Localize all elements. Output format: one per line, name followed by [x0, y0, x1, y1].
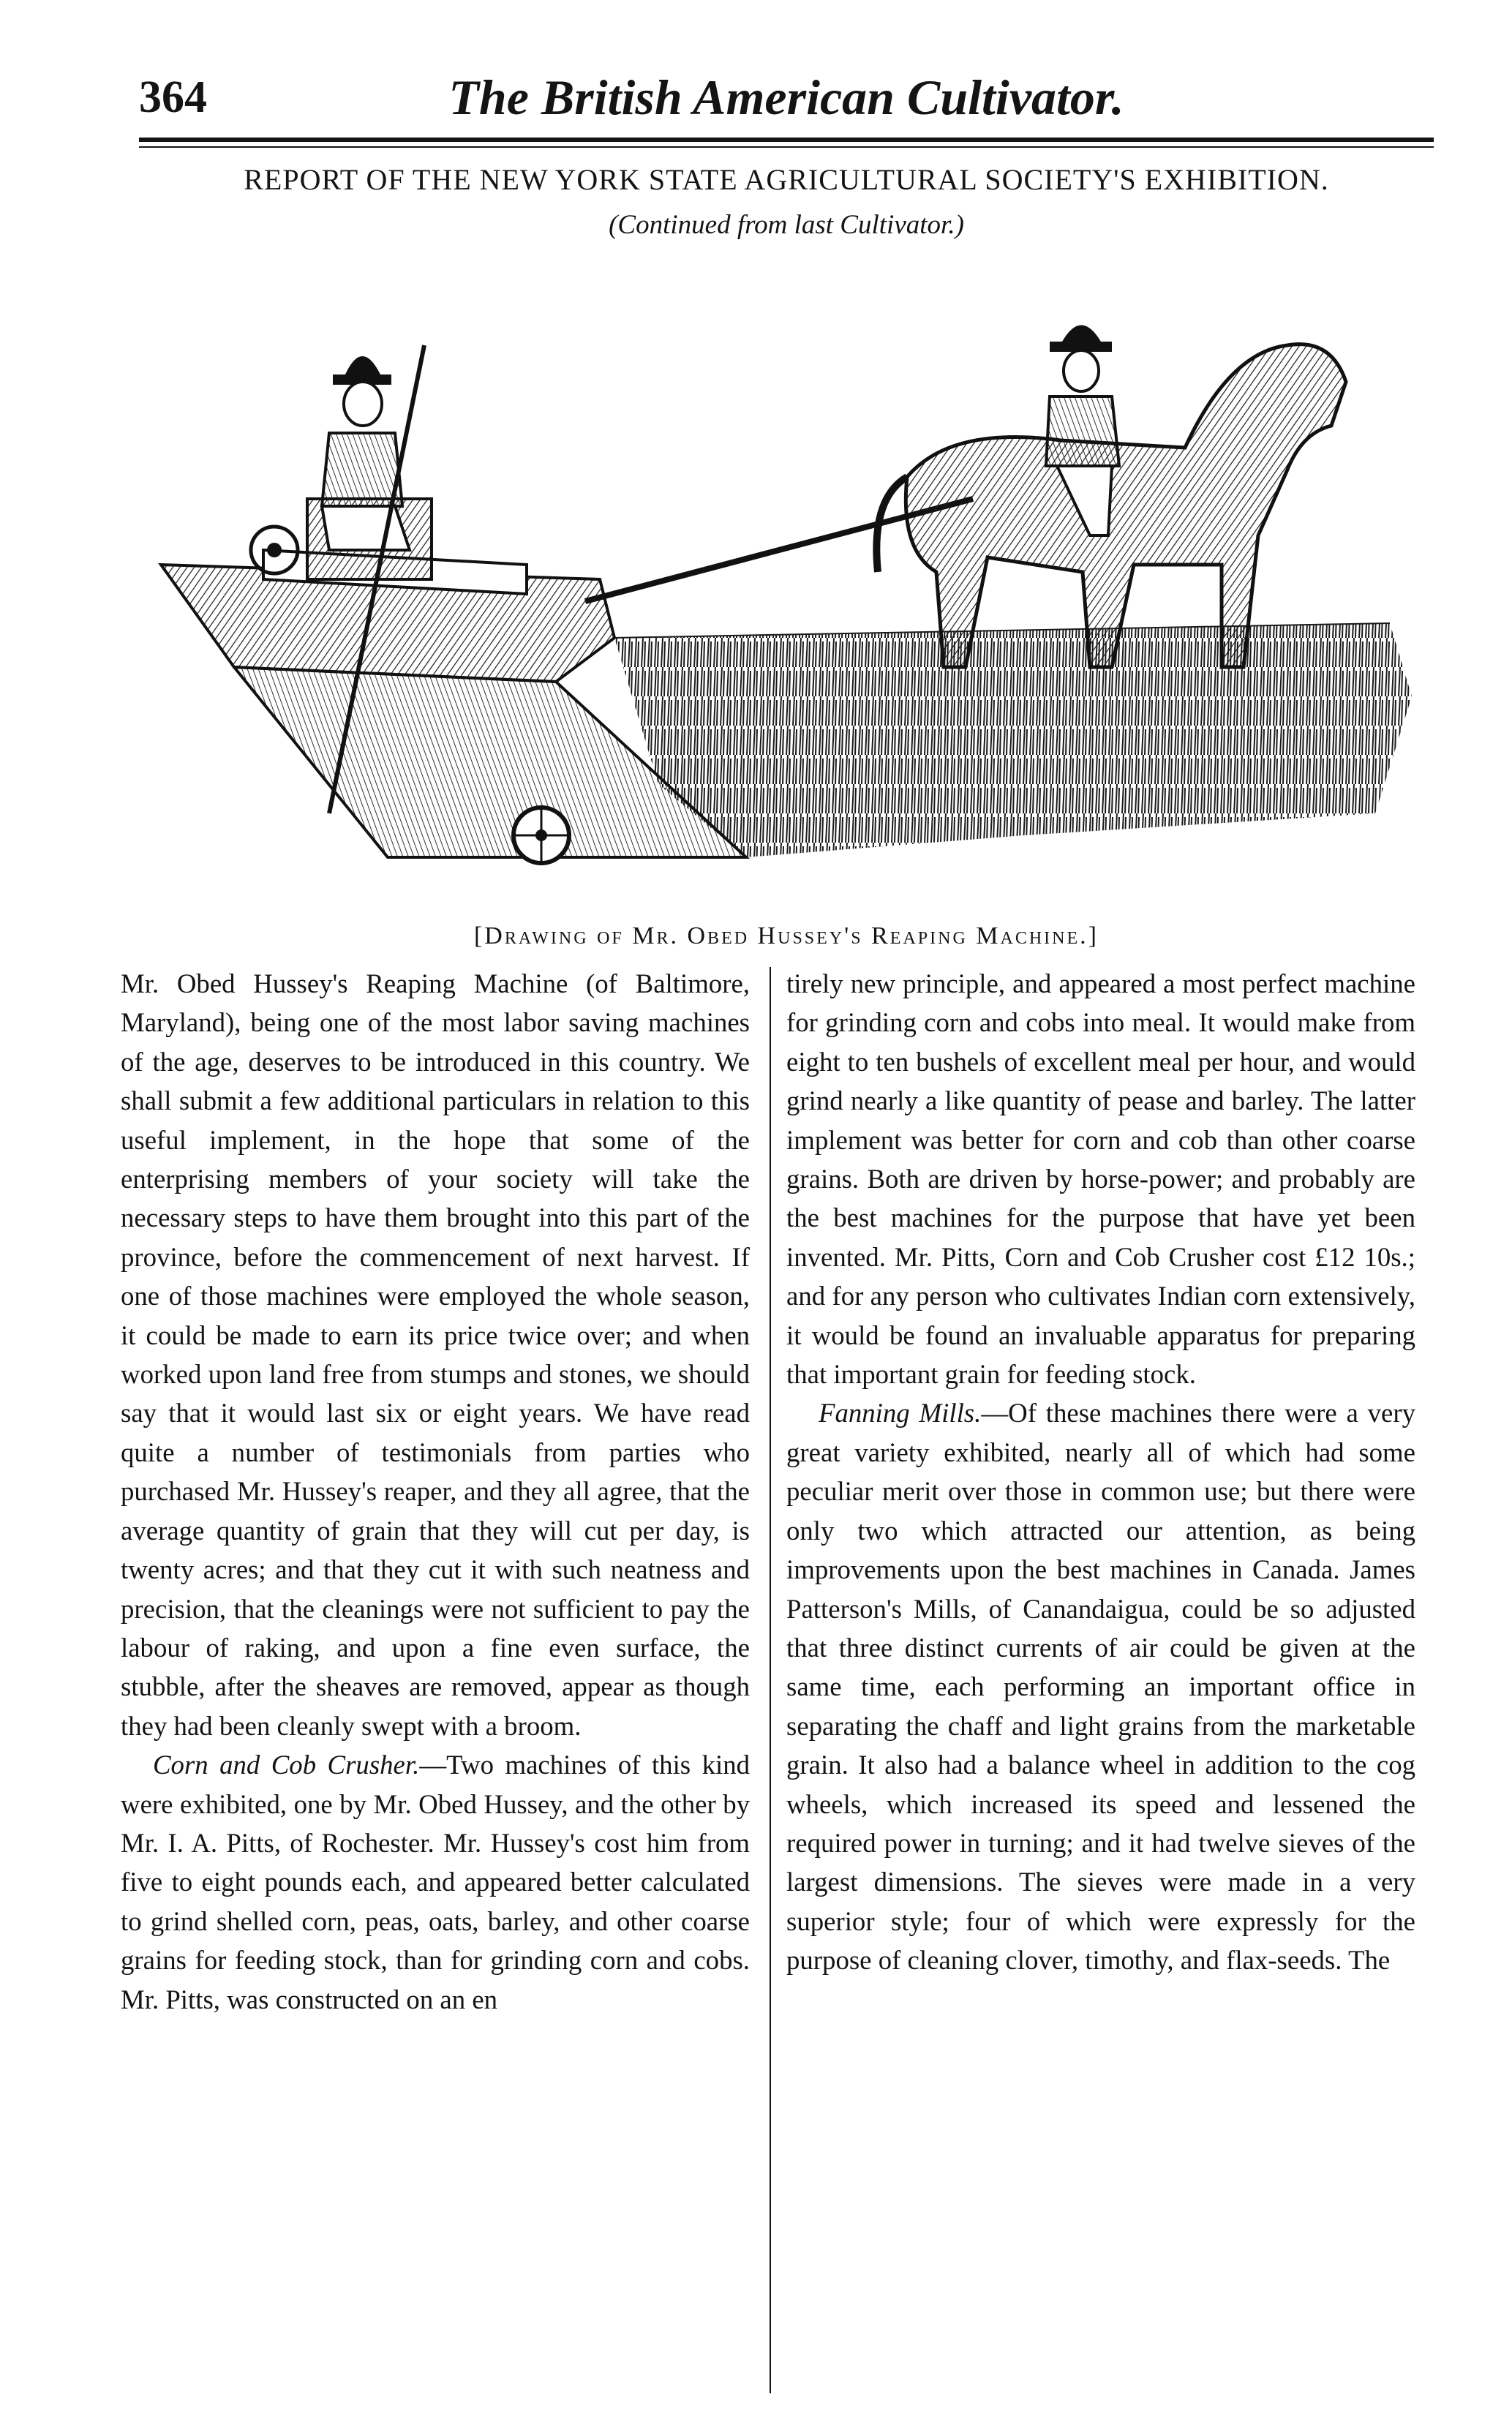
reaper-wheel — [514, 808, 569, 863]
corn-cob-crusher-paragraph — [121, 1745, 750, 2019]
figure-caption: [Drawing of Mr. Obed Hussey's Reaping Machine.] — [473, 922, 1099, 949]
running-title: The British American Cultivator. — [448, 69, 1124, 125]
corn-cob-crusher-heading: Corn and Cob Crusher. — [153, 1750, 420, 1780]
fanning-mills-text: —Of these machines there were a very great variety exhibited, nearly all of which had some peculiar merit over those in common use; but there were only two which attracted our attention, as being improvements upon the best machines in Canada. James Patterson's Mills, of Canandaigua, could be so adjusted that three distinct currents of air could be given at the same time, each performing an important office in separating the chaff and light grains from the marketable grain. It also had a balance wheel in addition to the cog wheels, which increased its speed and lessened the required power in turning; and it had twelve sieves of the largest dimensions. The sieves were made in a very superior style; four of which were expressly for the purpose of cleaning clover, timothy, and flax-seeds. The — [786, 1398, 1415, 1976]
horse-figure — [876, 345, 1346, 667]
corn-cob-crusher-text: —Two machines of this kind were exhibited, one by Mr. Obed Hussey, and the other by Mr. I. A. Pitts, of Rochester. Mr. Hussey's cost him from five to eight pounds each, and appeared better calculated to grind shelled corn, peas, oats, barley, and other coarse grains for feeding stock, than for grinding corn and cobs. Mr. Pitts, was constructed on an en — [121, 1750, 750, 2014]
fanning-mills-paragraph — [786, 1393, 1415, 1979]
page-header — [139, 64, 1434, 130]
right-column — [786, 964, 1415, 2398]
hussey-reaper-paragraph: Mr. Obed Hussey's Reaping Machine (of Baltimore, Maryland), being one of the most labor saving machines of the age, deserves to be introduced in this country. We shall submit a few additional particulars in relation to this useful implement, in the hope that some of the enterprising members of your society will take the necessary steps to have them brought into this part of the province, before the commencement of next harvest. If one of those machines were employed the whole season, it could be made to earn its price twice over; and when worked upon land free from stumps and stones, we should say that it would last six or eight years. We have read quite a number of testimonials from parties who purchased Mr. Hussey's reaper, and they all agree, that the average quantity of grain that they will cut per day, is twenty acres; and that they cut it with such neatness and precision, that the cleanings were not sufficient to pay the labour of raking, and upon a fine even surface, the stubble, after the sheaves are removed, appear as though they had been cleanly swept with a broom. — [121, 968, 750, 1741]
pitts-crusher-paragraph: tirely new principle, and appeared a most perfect machine for grinding corn and cobs into meal. It would make from eight to ten bushels of excellent meal per hour, and would grind nearly a like quantity of pease and barley. The latter implement was better for corn and cob than other coarse grains. Both are driven by horse-power; and probably are the best machines for the purpose that have yet been invented. Mr. Pitts, Corn and Cob Crusher cost £12 10s.; and for any person who cultivates Indian corn extensively, it would be found an invaluable apparatus for preparing that important grain for feeding stock. — [786, 968, 1415, 1390]
column-divider — [770, 967, 771, 2393]
report-title: REPORT OF THE NEW YORK STATE AGRICULTURAL SOCIETY'S EXHIBITION. — [244, 163, 1329, 196]
header-rule-thin — [139, 146, 1434, 148]
reaping-machine-illustration — [146, 257, 1434, 908]
header-rule — [139, 138, 1434, 142]
left-column — [121, 964, 750, 2398]
fanning-mills-heading: Fanning Mills. — [819, 1398, 982, 1429]
page-number: 364 — [139, 72, 207, 122]
grain-field — [614, 623, 1412, 857]
continued-note: (Continued from last Cultivator.) — [609, 210, 964, 240]
